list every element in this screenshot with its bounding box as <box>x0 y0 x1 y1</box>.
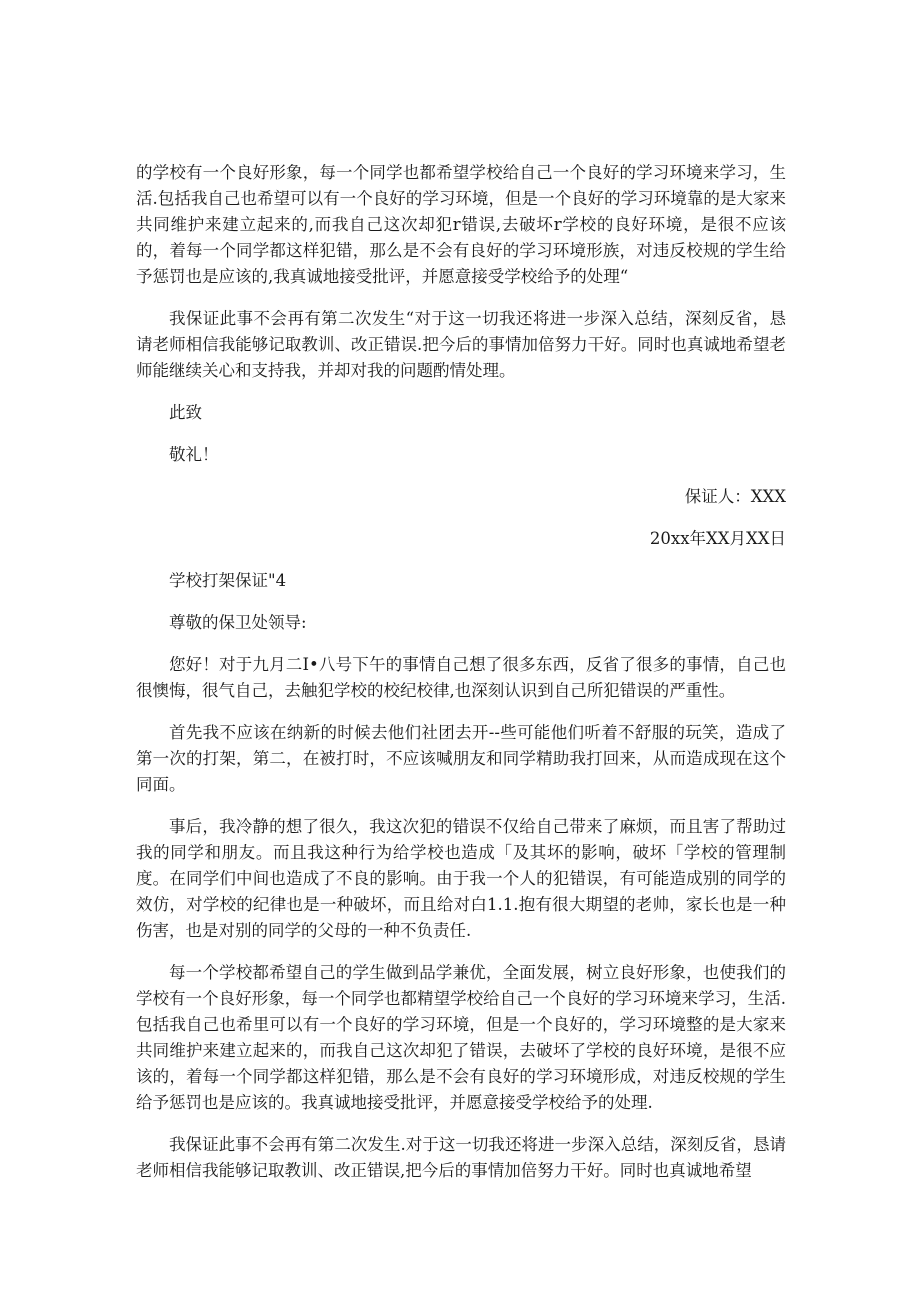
paragraph: 的学校有一个良好形象，每一个同学也都希望学校给自己一个良好的学习环境来学习，生活.包括我自己也希望可以有一个良好的学习环境，但是一个良好的学习环境靠的是大家来共同维护来建立起来的,而我自己这次却犯r错误,去破坏r学校的良好环境，是很不应该的，着每一个同学都这样犯错，那么是不会有良好的学习环境形族，对违反校规的学生给予惩罚也是应该的,我真诚地接受批评，并愿意接受学校给予的处理“ <box>136 163 786 286</box>
paragraph: 每一个学校都希望自己的学生做到品学兼优，全面发展，树立良好形象，也使我们的学校有一个良好形象，每一个同学也都精望学校给自己一个良好的学习环境来学习，生活.包括我自己也希里可以有一个良好的学习环境，但是一个良好的，学习环境整的是大家来共同维护来建立起来的，而我自己这次却犯了错误，去破坏了学校的良好环境，是很不应该的，着每一个同学都这样犯错，那么是不会有良好的学习环境形成，对违反校规的学生给予惩罚也是应该的。我真诚地接受批评，并愿意接受学校给予的处理. <box>136 963 786 1112</box>
closing-respect: 敬礼！ <box>169 445 219 464</box>
paragraph: 我保证此事不会再有第二次发生.对于这一切我还将进一步深入总结，深刻反省，恳请老师相信我能够记取教训、改正错误,把今后的事情加倍努力干好。同时也真诚地希望 <box>136 1135 786 1180</box>
document-body <box>136 160 786 1200</box>
paragraph: 我保证此事不会再有第二次发生“对于这一切我还将进一步深入总结，深刻反省，恳请老师相信我能够记取教训、改正错误.把今后的事情加倍努力干好。同时也真诚地希望老师能继续关心和支持我，并却对我的问题酌情处理。 <box>136 309 786 380</box>
signature-date: 20xx年XX月XX日 <box>649 529 786 548</box>
closing-salutation: 此致 <box>169 403 202 422</box>
guarantor-signature: 保证人：XXX <box>684 487 786 506</box>
paragraph: 事后，我冷静的想了很久，我这次犯的错误不仅给自己带来了麻烦，而且害了帮助过我的同学和朋友。而且我这种行为给学校也造成「及其坏的影响，破坏「学校的管理制度。在同学们中间也造成了不良的影响。由于我一个人的犯错误，有可能造成别的同学的效仿，对学校的纪律也是一种破坏，而且给对白1.1.抱有很大期望的老帅，家长也是一种伤害，也是对别的同学的父母的一种不负责任. <box>136 817 786 940</box>
letter-greeting: 尊敬的保卫处领导: <box>169 613 307 632</box>
section-title: 学校打架保证"4 <box>169 571 287 590</box>
paragraph: 首先我不应该在纳新的时候去他们社团去开--些可能他们听着不舒服的玩笑，造成了第一次的打架，第二，在被打时，不应该喊朋友和同学精助我打回来，从而造成现在这个同面。 <box>136 723 786 794</box>
paragraph: 您好！对于九月二I•八号下午的事情自己想了很多东西，反省了很多的事情，自己也很懊悔，很气自己，去触犯学校的校纪校律,也深刻认识到自己所犯错误的严重性。 <box>136 655 786 700</box>
